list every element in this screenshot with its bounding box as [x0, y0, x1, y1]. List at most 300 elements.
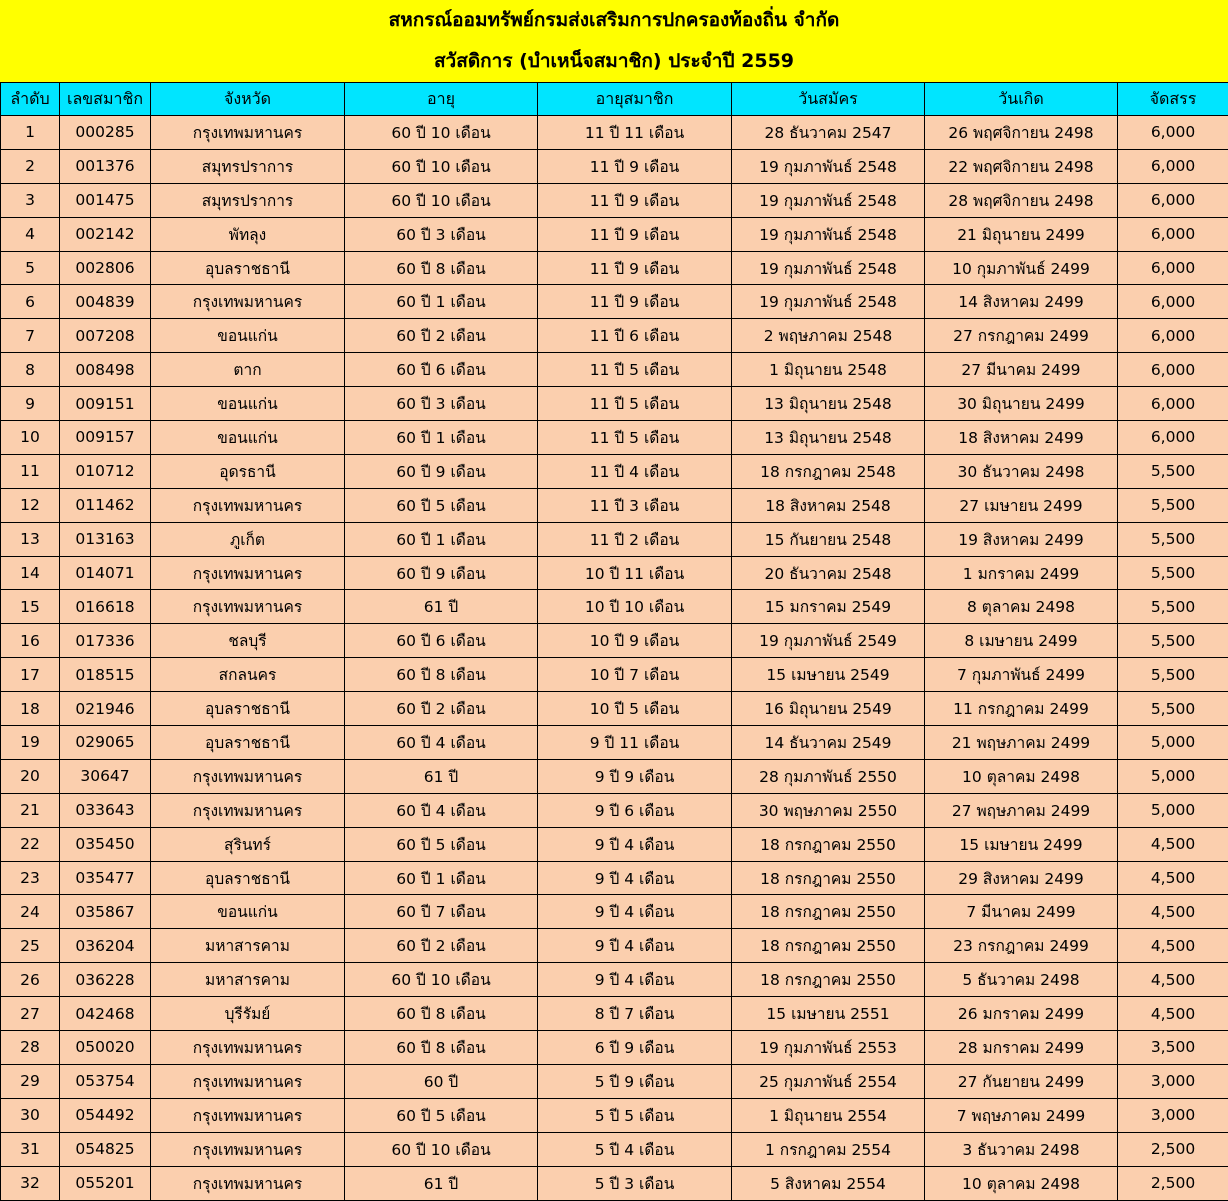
- cell-member-no: 018515: [60, 658, 151, 692]
- cell-age: 60 ปี 4 เดือน: [345, 793, 538, 827]
- cell-join-date: 1 มิถุนายน 2548: [732, 353, 925, 387]
- cell-member-no: 050020: [60, 1031, 151, 1065]
- table-row: [1, 488, 1228, 522]
- cell-age: 61 ปี: [345, 759, 538, 793]
- cell-membership-age: 5 ปี 5 เดือน: [538, 1098, 732, 1132]
- cell-age: 60 ปี 9 เดือน: [345, 556, 538, 590]
- cell-member-no: 053754: [60, 1064, 151, 1098]
- table-row: [1, 522, 1228, 556]
- cell-province: กรุงเทพมหานคร: [151, 590, 345, 624]
- table-row: [1, 285, 1228, 319]
- table-row: [1, 1098, 1228, 1132]
- table-row: [1, 217, 1228, 251]
- cell-province: สมุทรปราการ: [151, 183, 345, 217]
- cell-membership-age: 10 ปี 5 เดือน: [538, 692, 732, 726]
- cell-province: อุบลราชธานี: [151, 251, 345, 285]
- cell-member-no: 035477: [60, 861, 151, 895]
- cell-membership-age: 11 ปี 9 เดือน: [538, 217, 732, 251]
- cell-allocation: 4,500: [1118, 861, 1228, 895]
- cell-order: 28: [1, 1031, 60, 1065]
- cell-age: 60 ปี 8 เดือน: [345, 251, 538, 285]
- cell-order: 16: [1, 624, 60, 658]
- header-province: จังหวัด: [151, 83, 345, 116]
- cell-membership-age: 11 ปี 9 เดือน: [538, 149, 732, 183]
- cell-member-no: 007208: [60, 319, 151, 353]
- cell-join-date: 15 เมษายน 2551: [732, 997, 925, 1031]
- cell-membership-age: 11 ปี 11 เดือน: [538, 116, 732, 150]
- cell-join-date: 18 สิงหาคม 2548: [732, 488, 925, 522]
- cell-allocation: 2,500: [1118, 1166, 1228, 1200]
- cell-join-date: 15 มกราคม 2549: [732, 590, 925, 624]
- cell-join-date: 19 กุมภาพันธ์ 2548: [732, 149, 925, 183]
- cell-join-date: 19 กุมภาพันธ์ 2548: [732, 285, 925, 319]
- cell-membership-age: 10 ปี 7 เดือน: [538, 658, 732, 692]
- cell-order: 21: [1, 793, 60, 827]
- cell-birth-date: 8 เมษายน 2499: [925, 624, 1118, 658]
- cell-member-no: 004839: [60, 285, 151, 319]
- cell-birth-date: 26 พฤศจิกายน 2498: [925, 116, 1118, 150]
- cell-age: 60 ปี 10 เดือน: [345, 149, 538, 183]
- cell-member-no: 042468: [60, 997, 151, 1031]
- cell-member-no: 055201: [60, 1166, 151, 1200]
- cell-membership-age: 10 ปี 11 เดือน: [538, 556, 732, 590]
- cell-province: กรุงเทพมหานคร: [151, 488, 345, 522]
- cell-join-date: 5 สิงหาคม 2554: [732, 1166, 925, 1200]
- cell-allocation: 2,500: [1118, 1132, 1228, 1166]
- cell-join-date: 15 กันยายน 2548: [732, 522, 925, 556]
- cell-allocation: 6,000: [1118, 217, 1228, 251]
- cell-join-date: 1 กรกฎาคม 2554: [732, 1132, 925, 1166]
- cell-member-no: 017336: [60, 624, 151, 658]
- cell-join-date: 1 มิถุนายน 2554: [732, 1098, 925, 1132]
- cell-join-date: 18 กรกฎาคม 2550: [732, 895, 925, 929]
- members-table: [0, 82, 1228, 1201]
- cell-membership-age: 11 ปี 9 เดือน: [538, 251, 732, 285]
- cell-province: กรุงเทพมหานคร: [151, 759, 345, 793]
- cell-province: อุบลราชธานี: [151, 726, 345, 760]
- cell-allocation: 6,000: [1118, 183, 1228, 217]
- cell-allocation: 6,000: [1118, 285, 1228, 319]
- table-header-row: [1, 83, 1228, 116]
- table-row: [1, 421, 1228, 455]
- cell-membership-age: 5 ปี 3 เดือน: [538, 1166, 732, 1200]
- cell-age: 60 ปี 1 เดือน: [345, 285, 538, 319]
- cell-birth-date: 26 มกราคม 2499: [925, 997, 1118, 1031]
- cell-member-no: 036204: [60, 929, 151, 963]
- cell-membership-age: 11 ปี 3 เดือน: [538, 488, 732, 522]
- cell-age: 60 ปี 2 เดือน: [345, 692, 538, 726]
- cell-allocation: 4,500: [1118, 929, 1228, 963]
- cell-membership-age: 11 ปี 4 เดือน: [538, 454, 732, 488]
- cell-birth-date: 18 สิงหาคม 2499: [925, 421, 1118, 455]
- cell-allocation: 4,500: [1118, 997, 1228, 1031]
- cell-order: 20: [1, 759, 60, 793]
- cell-member-no: 001376: [60, 149, 151, 183]
- cell-allocation: 5,500: [1118, 522, 1228, 556]
- cell-province: ขอนแก่น: [151, 319, 345, 353]
- cell-join-date: 19 กุมภาพันธ์ 2548: [732, 183, 925, 217]
- cell-join-date: 13 มิถุนายน 2548: [732, 387, 925, 421]
- cell-join-date: 25 กุมภาพันธ์ 2554: [732, 1064, 925, 1098]
- cell-join-date: 15 เมษายน 2549: [732, 658, 925, 692]
- cell-membership-age: 9 ปี 4 เดือน: [538, 861, 732, 895]
- cell-age: 60 ปี 1 เดือน: [345, 522, 538, 556]
- cell-allocation: 5,000: [1118, 759, 1228, 793]
- table-row: [1, 726, 1228, 760]
- cell-membership-age: 8 ปี 7 เดือน: [538, 997, 732, 1031]
- cell-member-no: 002806: [60, 251, 151, 285]
- cell-birth-date: 27 กันยายน 2499: [925, 1064, 1118, 1098]
- cell-member-no: 033643: [60, 793, 151, 827]
- welfare-subtitle: สวัสดิการ (บำเหน็จสมาชิก) ประจำปี 2559: [0, 41, 1228, 82]
- table-row: [1, 624, 1228, 658]
- cell-birth-date: 27 พฤษภาคม 2499: [925, 793, 1118, 827]
- cell-province: อุบลราชธานี: [151, 861, 345, 895]
- table-row: [1, 556, 1228, 590]
- cell-age: 60 ปี 2 เดือน: [345, 319, 538, 353]
- cell-age: 60 ปี 7 เดือน: [345, 895, 538, 929]
- cell-member-no: 035450: [60, 827, 151, 861]
- table-row: [1, 1064, 1228, 1098]
- cell-allocation: 3,000: [1118, 1098, 1228, 1132]
- cell-membership-age: 9 ปี 4 เดือน: [538, 827, 732, 861]
- cell-birth-date: 15 เมษายน 2499: [925, 827, 1118, 861]
- cell-order: 30: [1, 1098, 60, 1132]
- cell-age: 60 ปี 5 เดือน: [345, 488, 538, 522]
- cell-birth-date: 19 สิงหาคม 2499: [925, 522, 1118, 556]
- cell-order: 5: [1, 251, 60, 285]
- cell-birth-date: 21 มิถุนายน 2499: [925, 217, 1118, 251]
- cell-order: 23: [1, 861, 60, 895]
- cell-order: 11: [1, 454, 60, 488]
- cell-birth-date: 3 ธันวาคม 2498: [925, 1132, 1118, 1166]
- table-row: [1, 895, 1228, 929]
- cell-order: 15: [1, 590, 60, 624]
- cell-member-no: 001475: [60, 183, 151, 217]
- cell-birth-date: 7 กุมภาพันธ์ 2499: [925, 658, 1118, 692]
- cell-province: มหาสารคาม: [151, 963, 345, 997]
- cell-member-no: 002142: [60, 217, 151, 251]
- table-row: [1, 929, 1228, 963]
- cell-allocation: 3,000: [1118, 1064, 1228, 1098]
- cell-province: กรุงเทพมหานคร: [151, 793, 345, 827]
- table-row: [1, 183, 1228, 217]
- cell-age: 60 ปี 3 เดือน: [345, 217, 538, 251]
- cell-order: 13: [1, 522, 60, 556]
- cell-membership-age: 9 ปี 4 เดือน: [538, 963, 732, 997]
- cell-birth-date: 30 มิถุนายน 2499: [925, 387, 1118, 421]
- cell-join-date: 20 ธันวาคม 2548: [732, 556, 925, 590]
- cell-age: 60 ปี: [345, 1064, 538, 1098]
- cooperative-title: สหกรณ์ออมทรัพย์กรมส่งเสริมการปกครองท้องถิ่น จำกัด: [0, 0, 1228, 41]
- cell-member-no: 021946: [60, 692, 151, 726]
- cell-age: 60 ปี 5 เดือน: [345, 827, 538, 861]
- cell-birth-date: 14 สิงหาคม 2499: [925, 285, 1118, 319]
- cell-allocation: 5,000: [1118, 793, 1228, 827]
- cell-province: ภูเก็ต: [151, 522, 345, 556]
- cell-order: 31: [1, 1132, 60, 1166]
- cell-allocation: 6,000: [1118, 116, 1228, 150]
- table-row: [1, 759, 1228, 793]
- cell-join-date: 18 กรกฎาคม 2548: [732, 454, 925, 488]
- cell-province: ขอนแก่น: [151, 421, 345, 455]
- cell-province: กรุงเทพมหานคร: [151, 1132, 345, 1166]
- cell-allocation: 6,000: [1118, 387, 1228, 421]
- cell-join-date: 14 ธันวาคม 2549: [732, 726, 925, 760]
- cell-member-no: 014071: [60, 556, 151, 590]
- cell-member-no: 011462: [60, 488, 151, 522]
- cell-order: 14: [1, 556, 60, 590]
- table-row: [1, 590, 1228, 624]
- cell-membership-age: 5 ปี 4 เดือน: [538, 1132, 732, 1166]
- table-row: [1, 454, 1228, 488]
- cell-membership-age: 10 ปี 10 เดือน: [538, 590, 732, 624]
- cell-birth-date: 8 ตุลาคม 2498: [925, 590, 1118, 624]
- cell-age: 60 ปี 8 เดือน: [345, 1031, 538, 1065]
- cell-membership-age: 11 ปี 5 เดือน: [538, 353, 732, 387]
- cell-order: 24: [1, 895, 60, 929]
- cell-allocation: 4,500: [1118, 895, 1228, 929]
- cell-province: กรุงเทพมหานคร: [151, 116, 345, 150]
- table-row: [1, 387, 1228, 421]
- table-row: [1, 658, 1228, 692]
- cell-province: มหาสารคาม: [151, 929, 345, 963]
- cell-join-date: 30 พฤษภาคม 2550: [732, 793, 925, 827]
- cell-membership-age: 6 ปี 9 เดือน: [538, 1031, 732, 1065]
- cell-birth-date: 28 พฤศจิกายน 2498: [925, 183, 1118, 217]
- cell-member-no: 000285: [60, 116, 151, 150]
- cell-province: กรุงเทพมหานคร: [151, 1031, 345, 1065]
- cell-province: สกลนคร: [151, 658, 345, 692]
- cell-allocation: 6,000: [1118, 319, 1228, 353]
- cell-province: กรุงเทพมหานคร: [151, 285, 345, 319]
- cell-membership-age: 11 ปี 6 เดือน: [538, 319, 732, 353]
- cell-membership-age: 11 ปี 5 เดือน: [538, 387, 732, 421]
- table-row: [1, 963, 1228, 997]
- cell-member-no: 035867: [60, 895, 151, 929]
- table-row: [1, 827, 1228, 861]
- table-row: [1, 149, 1228, 183]
- cell-birth-date: 5 ธันวาคม 2498: [925, 963, 1118, 997]
- cell-birth-date: 23 กรกฎาคม 2499: [925, 929, 1118, 963]
- cell-age: 60 ปี 3 เดือน: [345, 387, 538, 421]
- cell-join-date: 19 กุมภาพันธ์ 2553: [732, 1031, 925, 1065]
- table-row: [1, 861, 1228, 895]
- cell-member-no: 009157: [60, 421, 151, 455]
- cell-province: กรุงเทพมหานคร: [151, 1098, 345, 1132]
- cell-age: 60 ปี 10 เดือน: [345, 116, 538, 150]
- cell-order: 2: [1, 149, 60, 183]
- cell-age: 61 ปี: [345, 1166, 538, 1200]
- cell-member-no: 013163: [60, 522, 151, 556]
- cell-join-date: 28 กุมภาพันธ์ 2550: [732, 759, 925, 793]
- cell-order: 10: [1, 421, 60, 455]
- cell-member-no: 016618: [60, 590, 151, 624]
- header-birth-date: วันเกิด: [925, 83, 1118, 116]
- cell-allocation: 5,000: [1118, 726, 1228, 760]
- table-row: [1, 251, 1228, 285]
- cell-birth-date: 27 มีนาคม 2499: [925, 353, 1118, 387]
- cell-order: 18: [1, 692, 60, 726]
- header-join-date: วันสมัคร: [732, 83, 925, 116]
- cell-birth-date: 29 สิงหาคม 2499: [925, 861, 1118, 895]
- cell-birth-date: 22 พฤศจิกายน 2498: [925, 149, 1118, 183]
- cell-allocation: 6,000: [1118, 353, 1228, 387]
- cell-order: 26: [1, 963, 60, 997]
- cell-allocation: 3,500: [1118, 1031, 1228, 1065]
- cell-age: 60 ปี 10 เดือน: [345, 1132, 538, 1166]
- cell-age: 60 ปี 10 เดือน: [345, 183, 538, 217]
- cell-order: 27: [1, 997, 60, 1031]
- table-row: [1, 692, 1228, 726]
- cell-allocation: 6,000: [1118, 251, 1228, 285]
- cell-age: 60 ปี 1 เดือน: [345, 861, 538, 895]
- cell-birth-date: 10 ตุลาคม 2498: [925, 759, 1118, 793]
- cell-birth-date: 21 พฤษภาคม 2499: [925, 726, 1118, 760]
- table-row: [1, 793, 1228, 827]
- cell-allocation: 6,000: [1118, 149, 1228, 183]
- cell-membership-age: 9 ปี 6 เดือน: [538, 793, 732, 827]
- cell-birth-date: 10 ตุลาคม 2498: [925, 1166, 1118, 1200]
- cell-province: ขอนแก่น: [151, 387, 345, 421]
- header-age: อายุ: [345, 83, 538, 116]
- cell-join-date: 19 กุมภาพันธ์ 2549: [732, 624, 925, 658]
- cell-birth-date: 7 มีนาคม 2499: [925, 895, 1118, 929]
- cell-allocation: 5,500: [1118, 692, 1228, 726]
- cell-province: ตาก: [151, 353, 345, 387]
- header-membership-age: อายุสมาชิก: [538, 83, 732, 116]
- cell-order: 29: [1, 1064, 60, 1098]
- cell-allocation: 4,500: [1118, 963, 1228, 997]
- cell-join-date: 18 กรกฎาคม 2550: [732, 827, 925, 861]
- cell-order: 6: [1, 285, 60, 319]
- cell-membership-age: 10 ปี 9 เดือน: [538, 624, 732, 658]
- table-row: [1, 1166, 1228, 1200]
- cell-birth-date: 1 มกราคม 2499: [925, 556, 1118, 590]
- cell-join-date: 19 กุมภาพันธ์ 2548: [732, 217, 925, 251]
- cell-join-date: 18 กรกฎาคม 2550: [732, 861, 925, 895]
- table-row: [1, 353, 1228, 387]
- cell-allocation: 5,500: [1118, 556, 1228, 590]
- cell-birth-date: 30 ธันวาคม 2498: [925, 454, 1118, 488]
- cell-member-no: 30647: [60, 759, 151, 793]
- cell-province: ชลบุรี: [151, 624, 345, 658]
- table-row: [1, 1132, 1228, 1166]
- cell-age: 61 ปี: [345, 590, 538, 624]
- table-row: [1, 319, 1228, 353]
- header-order: ลำดับ: [1, 83, 60, 116]
- cell-membership-age: 11 ปี 9 เดือน: [538, 183, 732, 217]
- cell-order: 7: [1, 319, 60, 353]
- cell-age: 60 ปี 6 เดือน: [345, 624, 538, 658]
- cell-member-no: 054492: [60, 1098, 151, 1132]
- cell-order: 9: [1, 387, 60, 421]
- cell-order: 8: [1, 353, 60, 387]
- cell-join-date: 16 มิถุนายน 2549: [732, 692, 925, 726]
- cell-member-no: 009151: [60, 387, 151, 421]
- cell-allocation: 5,500: [1118, 454, 1228, 488]
- cell-allocation: 4,500: [1118, 827, 1228, 861]
- cell-membership-age: 11 ปี 2 เดือน: [538, 522, 732, 556]
- cell-membership-age: 9 ปี 11 เดือน: [538, 726, 732, 760]
- cell-membership-age: 11 ปี 5 เดือน: [538, 421, 732, 455]
- cell-order: 32: [1, 1166, 60, 1200]
- cell-province: ขอนแก่น: [151, 895, 345, 929]
- cell-order: 3: [1, 183, 60, 217]
- cell-member-no: 010712: [60, 454, 151, 488]
- cell-birth-date: 7 พฤษภาคม 2499: [925, 1098, 1118, 1132]
- cell-birth-date: 27 กรกฎาคม 2499: [925, 319, 1118, 353]
- cell-member-no: 036228: [60, 963, 151, 997]
- cell-membership-age: 9 ปี 4 เดือน: [538, 895, 732, 929]
- cell-age: 60 ปี 5 เดือน: [345, 1098, 538, 1132]
- cell-birth-date: 28 มกราคม 2499: [925, 1031, 1118, 1065]
- table-row: [1, 1031, 1228, 1065]
- cell-member-no: 054825: [60, 1132, 151, 1166]
- cell-join-date: 19 กุมภาพันธ์ 2548: [732, 251, 925, 285]
- cell-age: 60 ปี 1 เดือน: [345, 421, 538, 455]
- cell-province: กรุงเทพมหานคร: [151, 1166, 345, 1200]
- cell-allocation: 6,000: [1118, 421, 1228, 455]
- cell-province: อุบลราชธานี: [151, 692, 345, 726]
- cell-join-date: 28 ธันวาคม 2547: [732, 116, 925, 150]
- cell-age: 60 ปี 4 เดือน: [345, 726, 538, 760]
- cell-province: สุรินทร์: [151, 827, 345, 861]
- cell-province: กรุงเทพมหานคร: [151, 1064, 345, 1098]
- cell-allocation: 5,500: [1118, 658, 1228, 692]
- table-body: [1, 116, 1228, 1201]
- cell-order: 17: [1, 658, 60, 692]
- cell-order: 1: [1, 116, 60, 150]
- cell-member-no: 029065: [60, 726, 151, 760]
- cell-age: 60 ปี 9 เดือน: [345, 454, 538, 488]
- cell-member-no: 008498: [60, 353, 151, 387]
- cell-age: 60 ปี 10 เดือน: [345, 963, 538, 997]
- cell-order: 4: [1, 217, 60, 251]
- cell-age: 60 ปี 6 เดือน: [345, 353, 538, 387]
- cell-province: บุรีรัมย์: [151, 997, 345, 1031]
- cell-allocation: 5,500: [1118, 590, 1228, 624]
- cell-age: 60 ปี 2 เดือน: [345, 929, 538, 963]
- cell-join-date: 18 กรกฎาคม 2550: [732, 963, 925, 997]
- cell-membership-age: 9 ปี 4 เดือน: [538, 929, 732, 963]
- cell-order: 19: [1, 726, 60, 760]
- cell-join-date: 2 พฤษภาคม 2548: [732, 319, 925, 353]
- table-row: [1, 116, 1228, 150]
- cell-allocation: 5,500: [1118, 488, 1228, 522]
- cell-join-date: 13 มิถุนายน 2548: [732, 421, 925, 455]
- cell-order: 22: [1, 827, 60, 861]
- cell-birth-date: 27 เมษายน 2499: [925, 488, 1118, 522]
- cell-age: 60 ปี 8 เดือน: [345, 658, 538, 692]
- cell-membership-age: 9 ปี 9 เดือน: [538, 759, 732, 793]
- cell-age: 60 ปี 8 เดือน: [345, 997, 538, 1031]
- cell-province: พัทลุง: [151, 217, 345, 251]
- title-band: [0, 0, 1228, 82]
- cell-allocation: 5,500: [1118, 624, 1228, 658]
- cell-join-date: 18 กรกฎาคม 2550: [732, 929, 925, 963]
- cell-province: อุดรธานี: [151, 454, 345, 488]
- header-member-no: เลขสมาชิก: [60, 83, 151, 116]
- table-row: [1, 997, 1228, 1031]
- cell-province: สมุทรปราการ: [151, 149, 345, 183]
- cell-order: 25: [1, 929, 60, 963]
- header-allocation: จัดสรร: [1118, 83, 1228, 116]
- cell-membership-age: 11 ปี 9 เดือน: [538, 285, 732, 319]
- cell-membership-age: 5 ปี 9 เดือน: [538, 1064, 732, 1098]
- cell-order: 12: [1, 488, 60, 522]
- cell-birth-date: 11 กรกฎาคม 2499: [925, 692, 1118, 726]
